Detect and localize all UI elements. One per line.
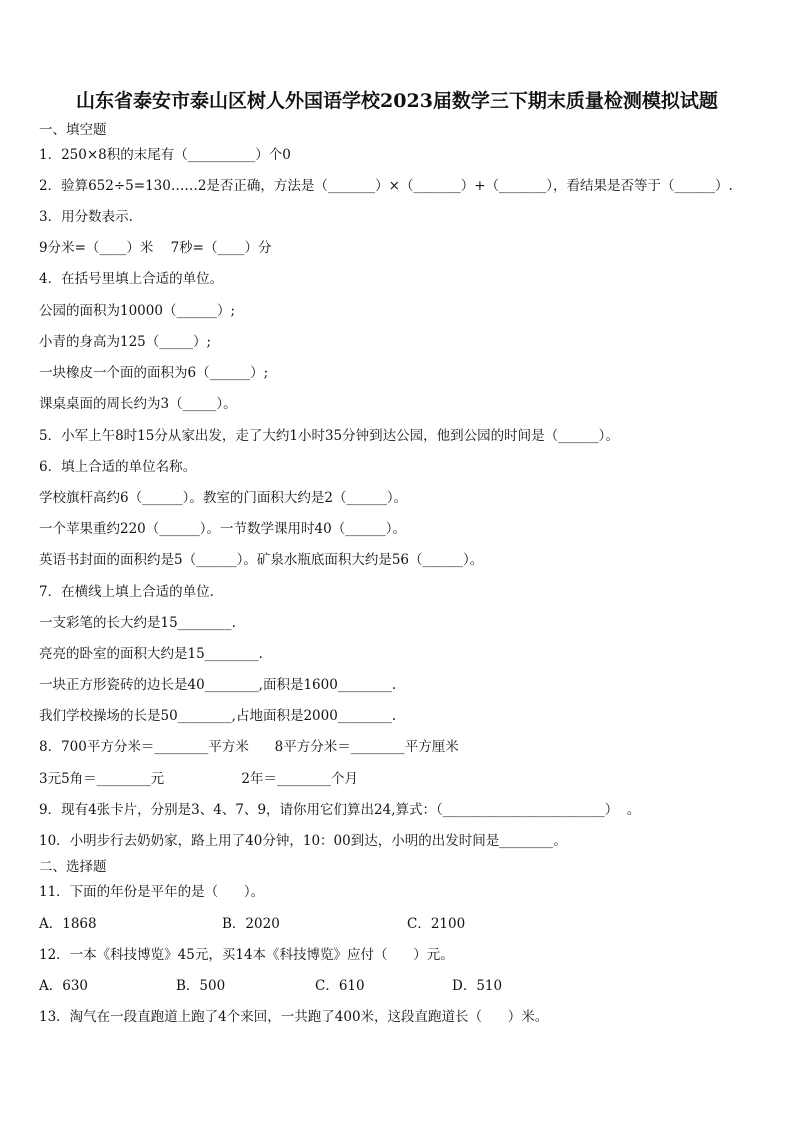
- question-10: 10．小明步行去奶奶家，路上用了40分钟，10：00到达，小明的出发时间是________。: [39, 833, 567, 849]
- question-9: 9．现有4张卡片，分别是3、4、7、9，请你用它们算出24,算式：（________________________） 。: [39, 802, 641, 818]
- section-choice: 二、选择题: [39, 859, 107, 875]
- question-7-bedroom-area: 亮亮的卧室的面积大约是15________.: [39, 646, 263, 662]
- question-3: 3．用分数表示.: [39, 209, 133, 225]
- section-fill-in: 一、填空题: [39, 122, 107, 138]
- q12-option-a: A．630: [39, 978, 89, 994]
- question-6: 6．填上合适的单位名称。: [39, 459, 197, 475]
- question-7-pen-length: 一支彩笔的长大约是15________.: [39, 615, 236, 631]
- exam-title: 山东省泰安市泰山区树人外国语学校2023届数学三下期末质量检测模拟试题: [76, 90, 718, 112]
- question-6-line-1: 学校旗杆高约6（______）。教室的门面积大约是2（______）。: [39, 490, 408, 506]
- question-7: 7．在横线上填上合适的单位.: [39, 584, 214, 600]
- question-13: 13．淘气在一段直跑道上跑了4个来回，一共跑了400米，这段直跑道长（ ）米。: [39, 1009, 549, 1025]
- question-12: 12．一本《科技博览》45元，买14本《科技博览》应付（ ）元。: [39, 947, 454, 963]
- question-6-line-2: 一个苹果重约220（______）。一节数学课用时40（______）。: [39, 521, 406, 537]
- question-8-line-2: 3元5角＝________元 2年＝________个月: [39, 771, 359, 787]
- q12-option-b: B．500: [176, 978, 226, 994]
- question-1: 1．250×8积的末尾有（__________）个0: [39, 147, 291, 163]
- question-4: 4．在括号里填上合适的单位。: [39, 271, 224, 287]
- question-7-playground: 我们学校操场的长是50________,占地面积是2000________.: [39, 708, 397, 724]
- question-2: 2．验算652÷5=130……2是否正确，方法是（_______）×（_______）+（_______），看结果是否等于（______）.: [39, 178, 733, 194]
- question-4-park-area: 公园的面积为10000（______）;: [39, 303, 235, 319]
- question-7-tile: 一块正方形瓷砖的边长是40________,面积是1600________.: [39, 677, 397, 693]
- question-3-fractions: 9分米=（____）米 7秒=（____）分: [39, 240, 272, 256]
- question-4-height: 小青的身高为125（_____）;: [39, 334, 212, 350]
- q11-option-b: B．2020: [222, 916, 280, 932]
- q12-option-d: D．510: [452, 978, 503, 994]
- question-5: 5．小军上午8时15分从家出发，走了大约1小时35分钟到达公园，他到公园的时间是（______）。: [39, 428, 619, 444]
- q11-option-a: A．1868: [39, 916, 97, 932]
- question-4-eraser-area: 一块橡皮一个面的面积为6（______）;: [39, 365, 269, 381]
- question-8-line-1: 8．700平方分米＝________平方米 8平方分米＝________平方厘米: [39, 739, 459, 755]
- question-6-line-3: 英语书封面的面积约是5（______）。矿泉水瓶底面积大约是56（______）。: [39, 552, 484, 568]
- question-4-desk-perimeter: 课桌桌面的周长约为3（_____）。: [39, 396, 237, 412]
- q11-option-c: C．2100: [407, 916, 466, 932]
- q12-option-c: C．610: [315, 978, 365, 994]
- question-11: 11．下面的年份是平年的是（ ）。: [39, 884, 265, 900]
